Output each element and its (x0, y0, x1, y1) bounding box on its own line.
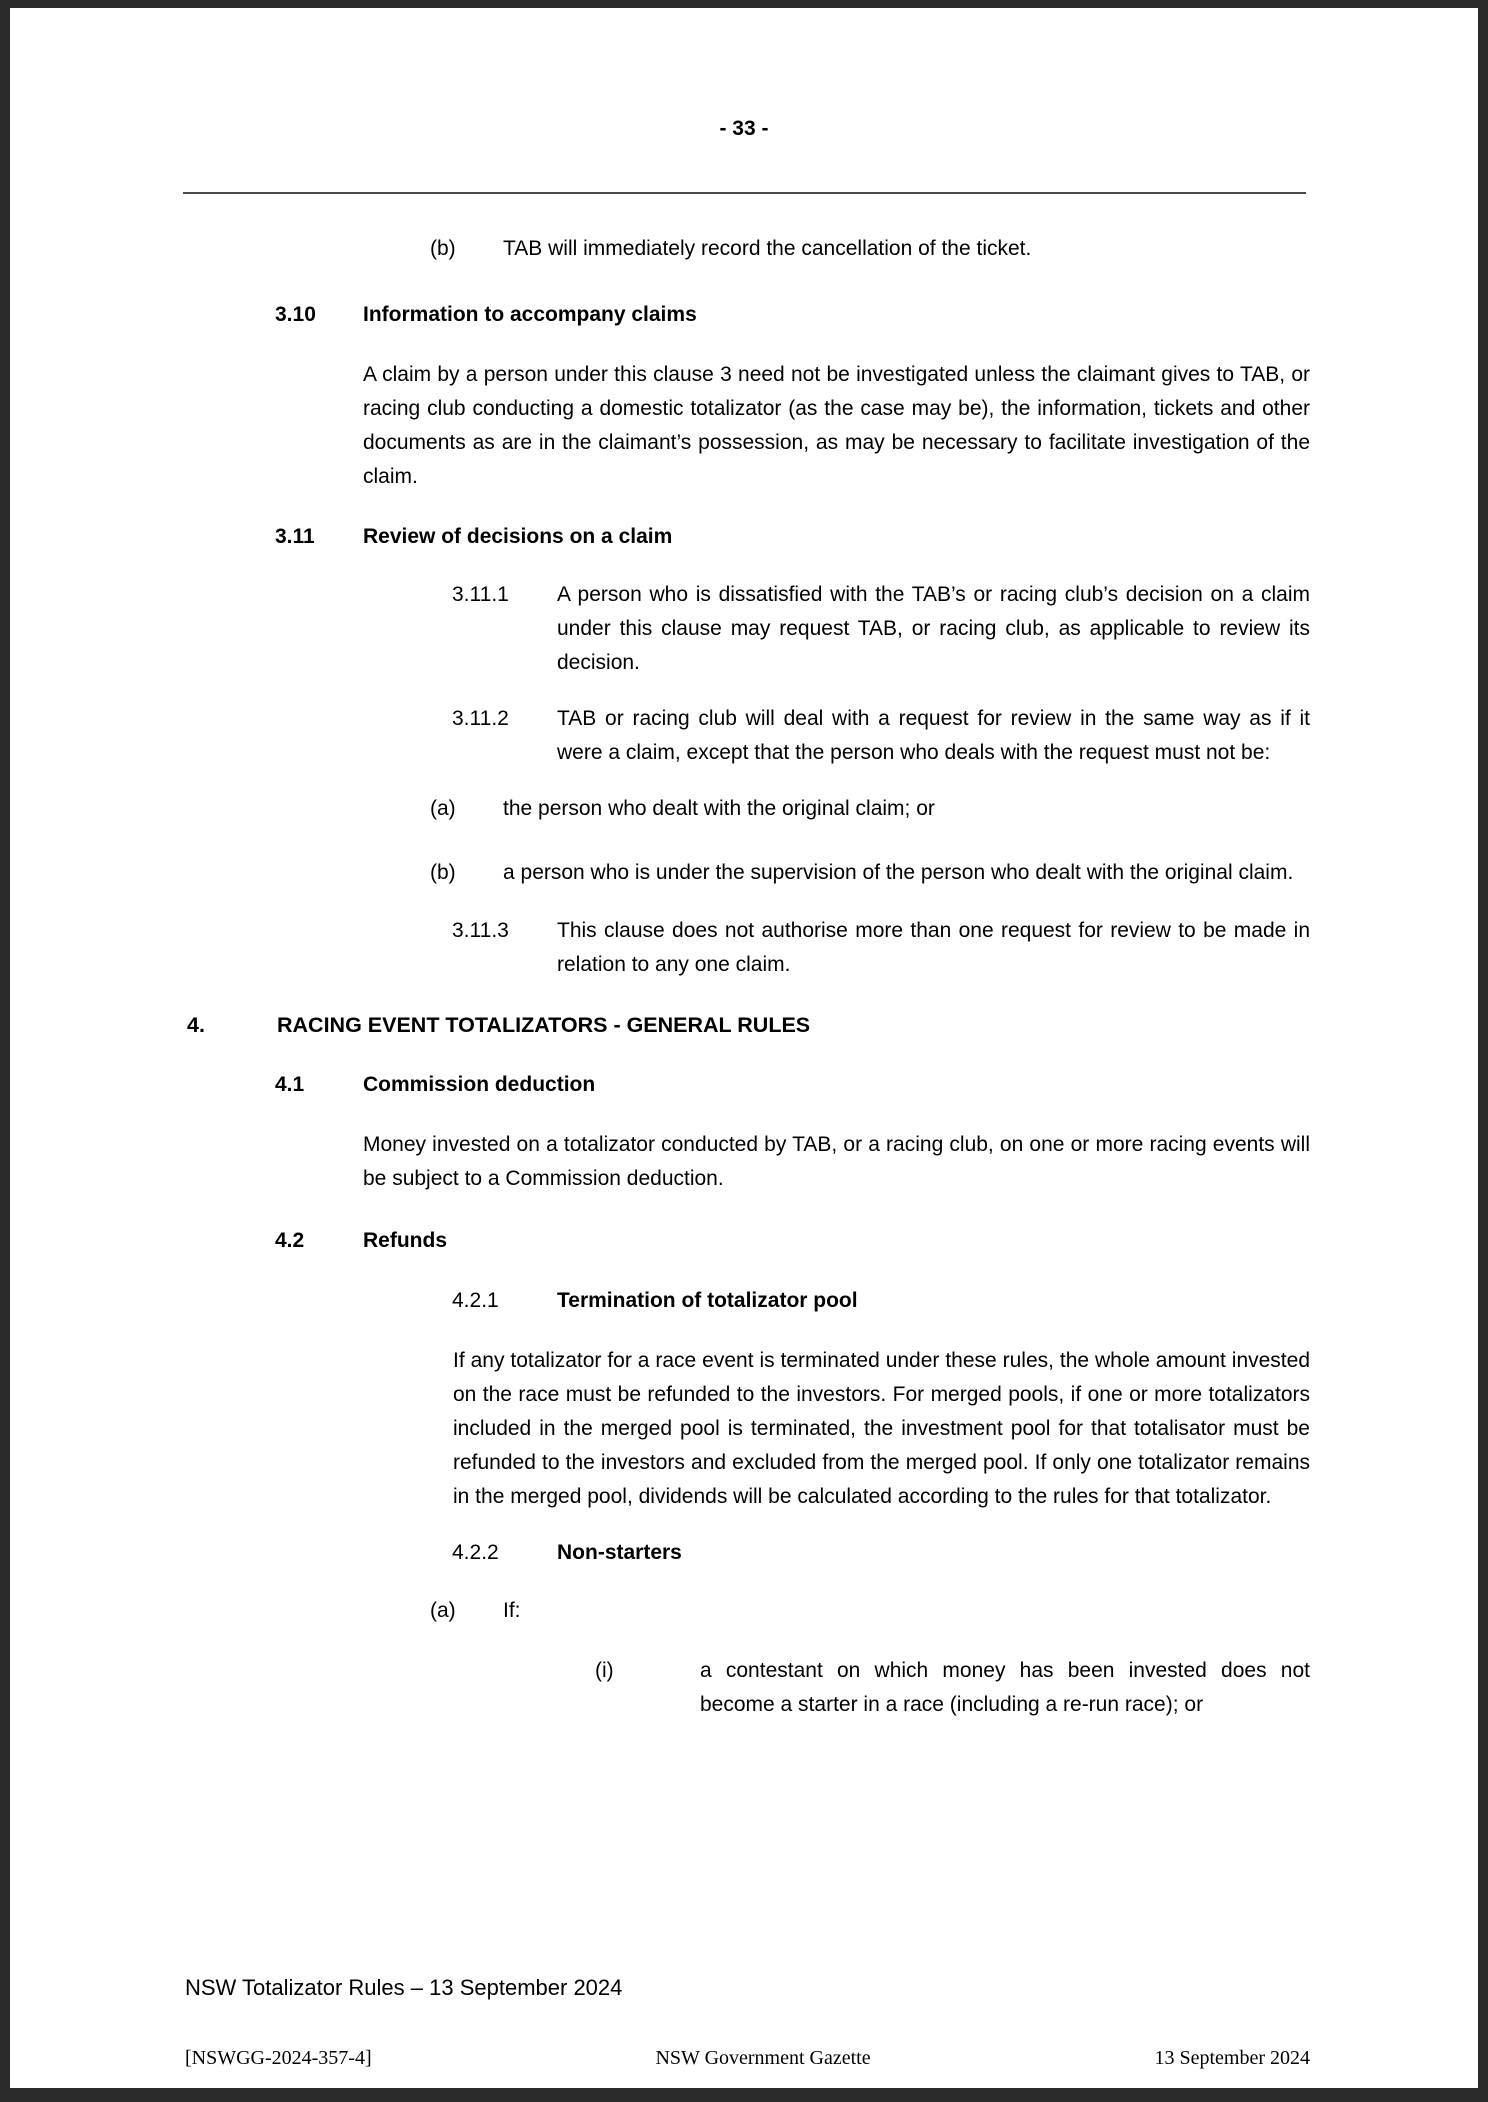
heading-4-2 (275, 1224, 1310, 1258)
heading-title: Refunds (363, 1229, 447, 1252)
list-item-a-original-claim (430, 792, 1310, 826)
subclause-number: 3.11.1 (452, 583, 509, 606)
subclause-3-11-1 (452, 578, 1310, 680)
heading-4 (187, 1008, 1310, 1042)
heading-number: 4.2.2 (452, 1541, 499, 1564)
list-item-label: (i) (595, 1659, 614, 1682)
document-page (10, 8, 1478, 2088)
list-item-label: (a) (430, 797, 456, 820)
heading-number: 3.10 (275, 303, 316, 326)
subclause-text: TAB or racing club will deal with a request for review in the same way as if it were a claim, except that the person who deals with the request must not be: (557, 707, 1310, 764)
header-rule (183, 192, 1306, 194)
subclause-text: A person who is dissatisfied with the TAB’s or racing club’s decision on a claim under this clause may request TAB, or racing club, as applicable to review its decision. (557, 583, 1310, 674)
heading-number: 4.1 (275, 1073, 305, 1096)
subclause-3-11-2 (452, 702, 1310, 770)
heading-number: 3.11 (275, 525, 315, 548)
list-item-text: If: (503, 1599, 521, 1622)
list-item-b-ticket (430, 232, 1310, 266)
heading-title: RACING EVENT TOTALIZATORS - GENERAL RULES (277, 1013, 811, 1037)
heading-4-2-1 (452, 1284, 1310, 1318)
list-item-label: (b) (430, 861, 456, 884)
heading-4-2-2 (452, 1536, 1310, 1570)
heading-title: Information to accompany claims (363, 303, 697, 326)
list-item-text: TAB will immediately record the cancellation of the ticket. (503, 237, 1032, 260)
list-item-a-if (430, 1594, 1310, 1628)
paragraph-4-1-body: Money invested on a totalizator conducted by TAB, or a racing club, on one or more racing events will be subject to a Commission deduction. (363, 1133, 1310, 1190)
list-item-text: a contestant on which money has been invested does not become a starter in a race (including a re-run race); or (700, 1659, 1310, 1716)
footer-gazette-date: 13 September 2024 (1154, 2047, 1310, 2069)
heading-title: Commission deduction (363, 1073, 596, 1096)
heading-3-11 (275, 520, 1310, 554)
heading-4-1 (275, 1068, 1310, 1102)
subclause-number: 3.11.3 (452, 919, 509, 942)
page-number: - 33 - (719, 117, 769, 140)
list-item-i-contestant (595, 1654, 1310, 1722)
list-item-text: the person who dealt with the original claim; or (503, 797, 935, 820)
heading-number: 4.2 (275, 1229, 305, 1252)
footer-gazette-name: NSW Government Gazette (655, 2047, 871, 2069)
heading-number: 4. (187, 1013, 205, 1037)
heading-number: 4.2.1 (452, 1289, 499, 1312)
heading-title: Non-starters (557, 1541, 682, 1564)
subclause-text: This clause does not authorise more than one request for review to be made in relation to any one claim. (557, 919, 1310, 976)
heading-title: Review of decisions on a claim (363, 525, 673, 548)
list-item-label: (b) (430, 237, 456, 260)
paragraph-3-10-body: A claim by a person under this clause 3 need not be investigated unless the claimant gives to TAB, or racing club conducting a domestic totalizator (as the case may be), the information, tickets and other documents as are in the claimant’s possession, as may be necessary to facilitate investigation of the claim. (363, 363, 1310, 488)
subclause-3-11-3 (452, 914, 1310, 982)
list-item-text: a person who is under the supervision of the person who dealt with the original claim. (503, 861, 1294, 884)
heading-3-10 (275, 298, 1310, 332)
footer-document-title: NSW Totalizator Rules – 13 September 2024 (185, 1975, 623, 2000)
footer-gazette-line (185, 2046, 1310, 2070)
footer-gazette-ref: [NSWGG-2024-357-4] (185, 2047, 372, 2069)
subclause-number: 3.11.2 (452, 707, 509, 730)
list-item-label: (a) (430, 1599, 456, 1622)
list-item-b-supervision (430, 856, 1310, 890)
heading-title: Termination of totalizator pool (557, 1289, 858, 1312)
paragraph-4-2-1-body: If any totalizator for a race event is terminated under these rules, the whole amount invested on the race must be refunded to the investors. For merged pools, if one or more totalizators included in the merged pool is terminated, the investment pool for that totalisator must be refunded to the investors and excluded from the merged pool. If only one totalizator remains in the merged pool, dividends will be calculated according to the rules for that totalizator. (453, 1349, 1310, 1508)
